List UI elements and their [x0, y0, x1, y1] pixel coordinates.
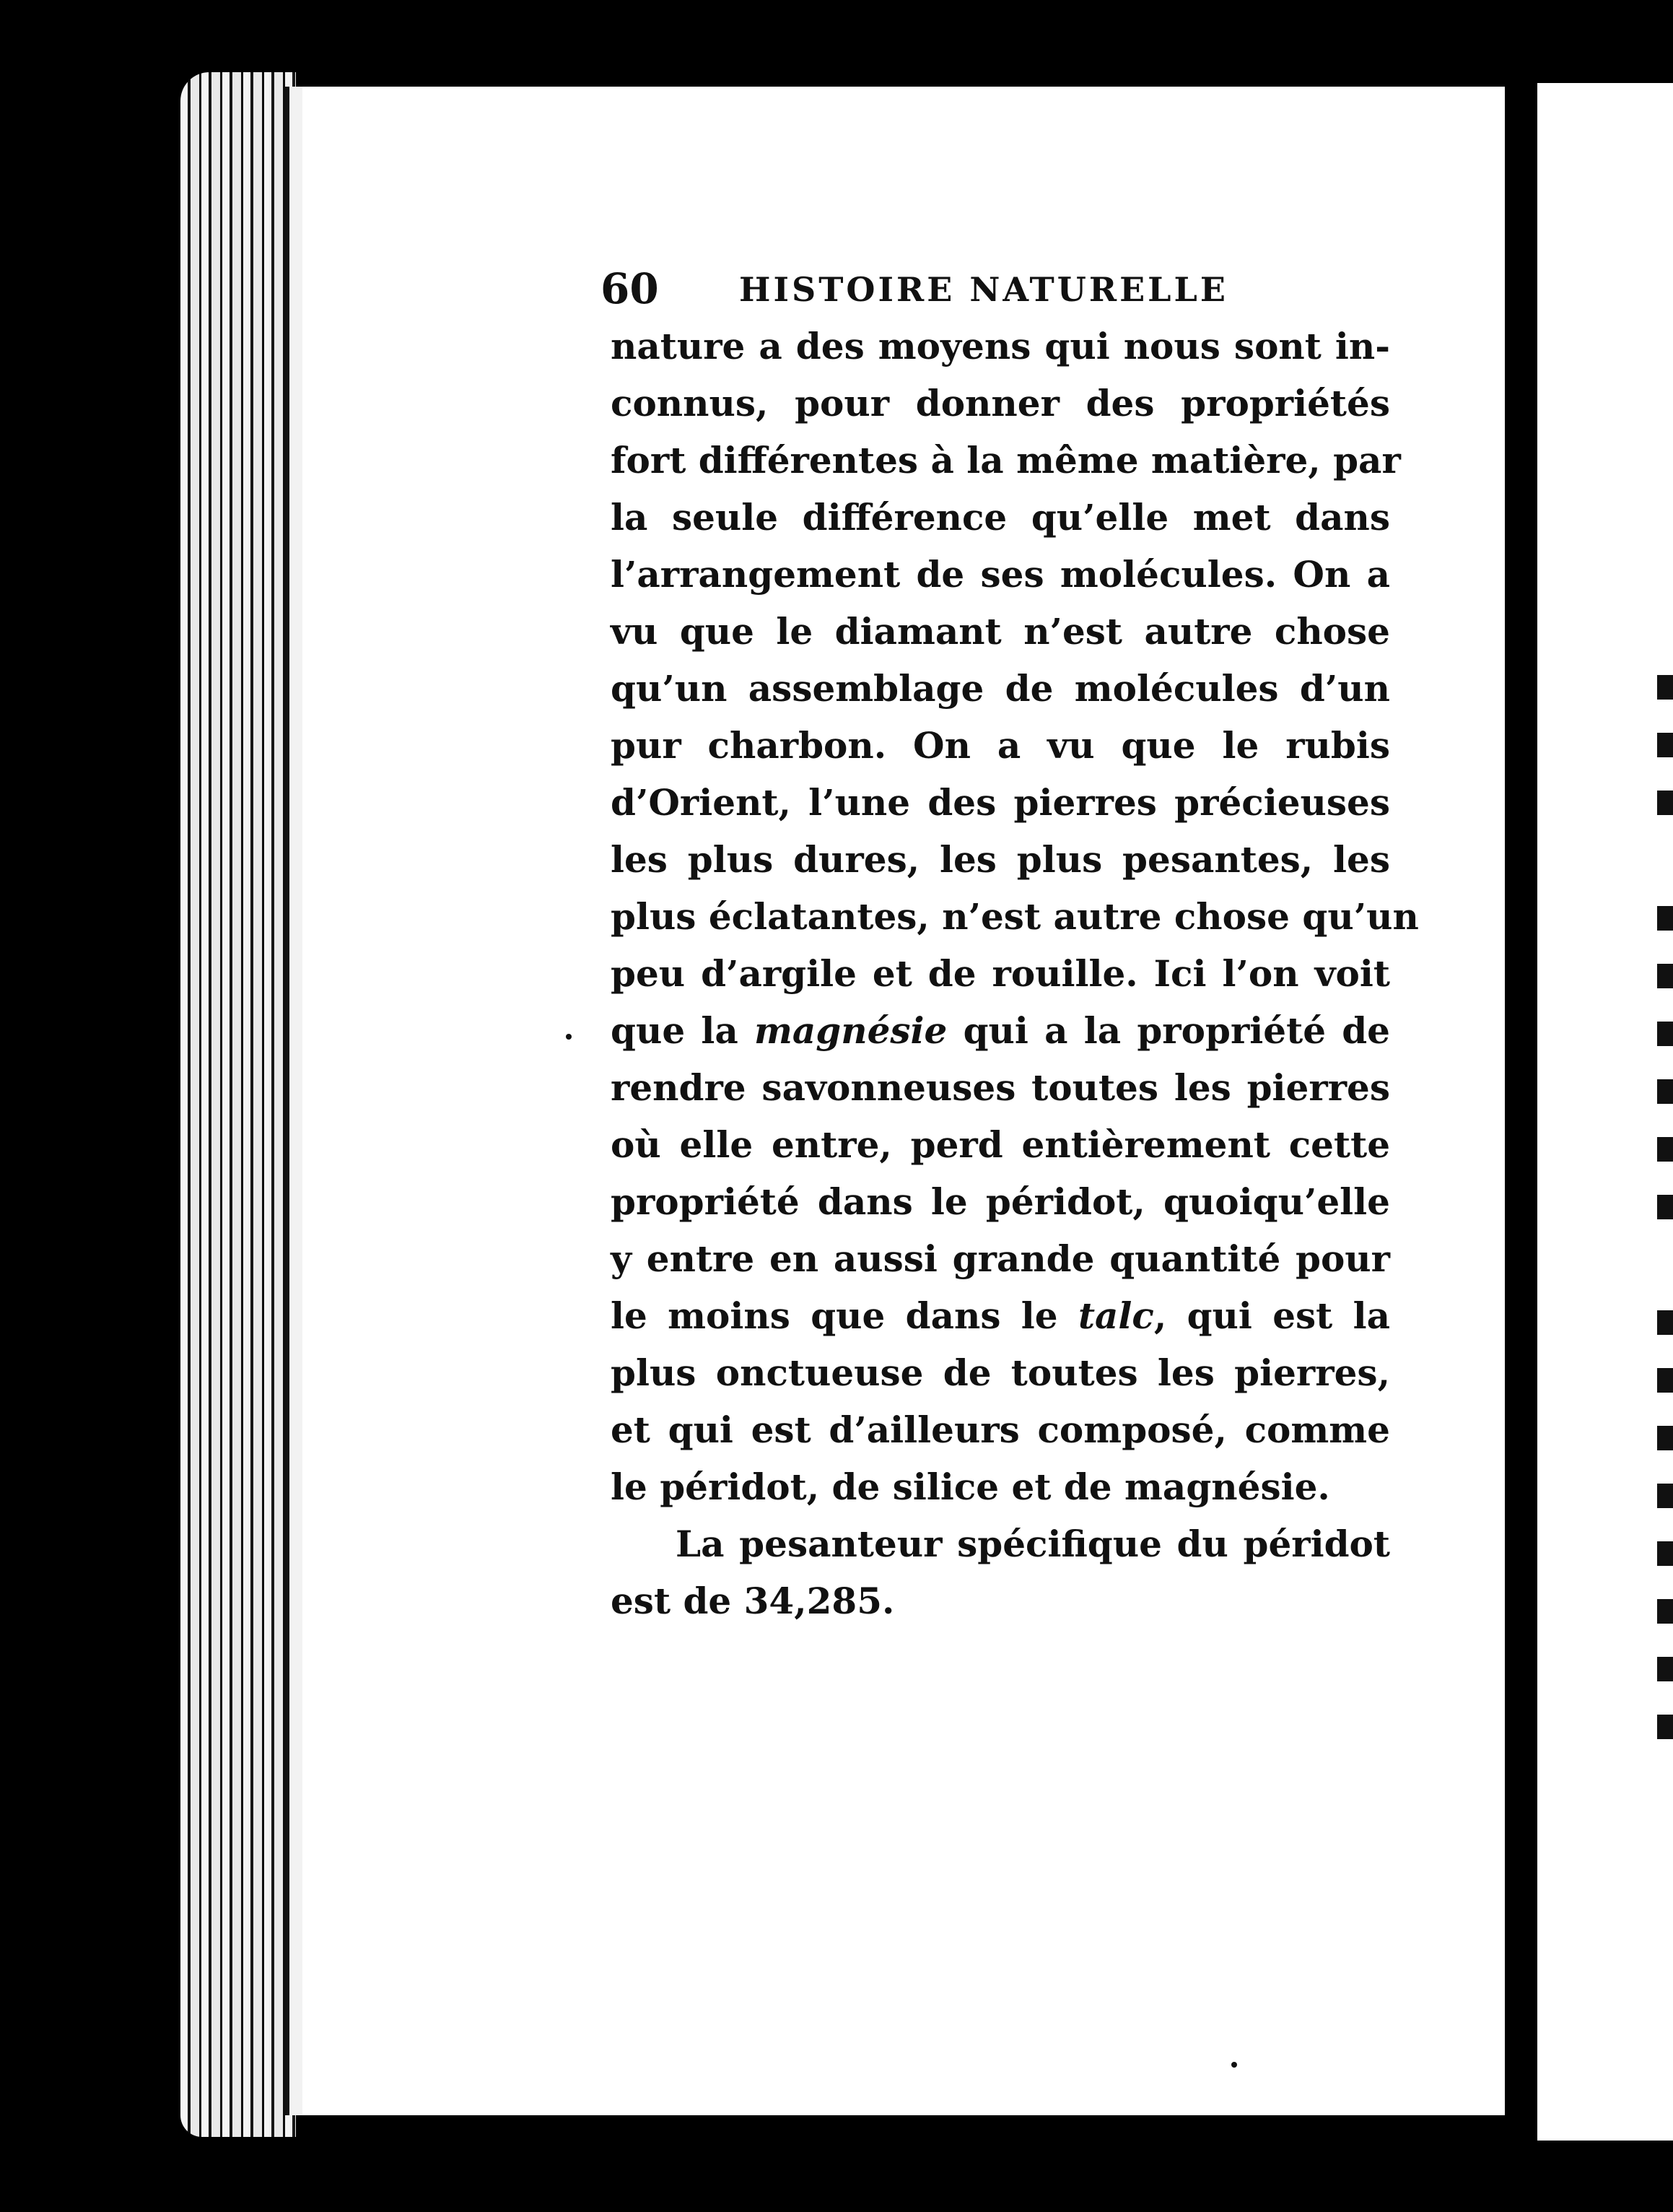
facing-page-glyph	[1657, 675, 1673, 700]
text-line	[611, 1116, 1390, 1173]
text-line	[611, 1002, 1390, 1059]
text-line	[611, 717, 1390, 774]
text-line	[611, 489, 1390, 546]
text-line	[611, 1287, 1390, 1344]
book-gutter	[1505, 72, 1537, 2137]
text-run: , qui est la	[1153, 1294, 1390, 1337]
ink-speck	[1231, 2062, 1237, 2068]
page-header	[600, 264, 1358, 314]
facing-page-glyph	[1657, 1599, 1673, 1624]
text-run: peu d’argile et de rouille. Ici l’on voit	[611, 952, 1390, 995]
facing-page-glyph	[1657, 1310, 1673, 1335]
text-run: y entre en aussi grande quantité pour	[611, 1237, 1390, 1280]
body-text	[611, 318, 1419, 1629]
text-run: où elle entre, perd entièrement cette	[611, 1123, 1390, 1166]
book-page-edges	[180, 72, 296, 2137]
facing-page-glyph	[1657, 1715, 1673, 1739]
text-run: vu que le diamant n’est autre chose	[611, 610, 1390, 653]
text-line	[611, 888, 1419, 945]
text-line	[611, 603, 1390, 660]
text-line	[611, 1230, 1390, 1287]
text-run: fort différentes à la même matière, par	[611, 439, 1401, 482]
facing-page-glyph	[1657, 1541, 1673, 1566]
text-line	[611, 546, 1390, 603]
facing-page-glyph	[1657, 906, 1673, 931]
italic-term: talc	[1078, 1294, 1154, 1337]
text-run: plus onctueuse de toutes les pierres,	[611, 1351, 1390, 1394]
text-line	[611, 318, 1390, 375]
facing-page-glyph	[1657, 1137, 1673, 1162]
italic-term: magnésie	[753, 1009, 948, 1052]
text-line	[611, 1173, 1390, 1230]
text-line	[611, 432, 1401, 489]
text-run: La pesanteur spécifique du péridot	[676, 1523, 1390, 1565]
facing-page-glyph	[1657, 1022, 1673, 1046]
text-line	[611, 774, 1390, 831]
text-run: connus, pour donner des propriétés	[611, 382, 1390, 424]
facing-page-glyph	[1657, 964, 1673, 988]
text-line	[611, 1059, 1390, 1116]
text-line	[611, 660, 1390, 717]
text-run: que la	[611, 1009, 754, 1052]
text-run: rendre savonneuses toutes les pierres	[611, 1066, 1390, 1109]
text-run: qu’un assemblage de molécules d’un	[611, 667, 1390, 710]
ink-speck	[566, 1034, 572, 1040]
facing-page-glyph	[1657, 1484, 1673, 1508]
text-line	[611, 945, 1390, 1002]
page-number: 60	[600, 264, 659, 313]
running-title: HISTOIRE NATURELLE	[739, 270, 1228, 309]
facing-page-edge	[1537, 83, 1673, 2141]
text-run: la seule différence qu’elle met dans	[611, 496, 1390, 539]
facing-page-glyph	[1657, 791, 1673, 815]
facing-page-glyph	[1657, 1426, 1673, 1450]
text-run: plus éclatantes, n’est autre chose qu’un	[611, 895, 1419, 938]
facing-page-glyph	[1657, 1079, 1673, 1104]
text-run: d’Orient, l’une des pierres précieuses	[611, 781, 1390, 824]
facing-page-glyph	[1657, 1368, 1673, 1393]
text-run: le moins que dans le	[611, 1294, 1078, 1337]
text-run: nature a des moyens qui nous sont in-	[611, 325, 1390, 367]
facing-page-glyph	[1657, 1657, 1673, 1681]
text-line	[611, 1515, 1390, 1572]
text-run: qui a la propriété de	[947, 1009, 1390, 1052]
text-run: pur charbon. On a vu que le rubis	[611, 724, 1390, 767]
facing-page-glyph	[1657, 1195, 1673, 1219]
text-line	[611, 1458, 1390, 1515]
text-run: les plus dures, les plus pesantes, les	[611, 838, 1390, 881]
text-run: et qui est d’ailleurs composé, comme	[611, 1408, 1390, 1451]
text-line	[611, 831, 1390, 888]
text-line	[611, 1572, 1390, 1629]
text-line	[611, 375, 1390, 432]
text-run: le péridot, de silice et de magnésie.	[611, 1466, 1330, 1508]
text-run: propriété dans le péridot, quoiqu’elle	[611, 1180, 1390, 1223]
text-line	[611, 1344, 1390, 1401]
text-line	[611, 1401, 1390, 1458]
text-run: l’arrangement de ses molécules. On a	[611, 553, 1390, 596]
facing-page-glyph	[1657, 733, 1673, 757]
text-run: est de 34,285.	[611, 1580, 895, 1622]
